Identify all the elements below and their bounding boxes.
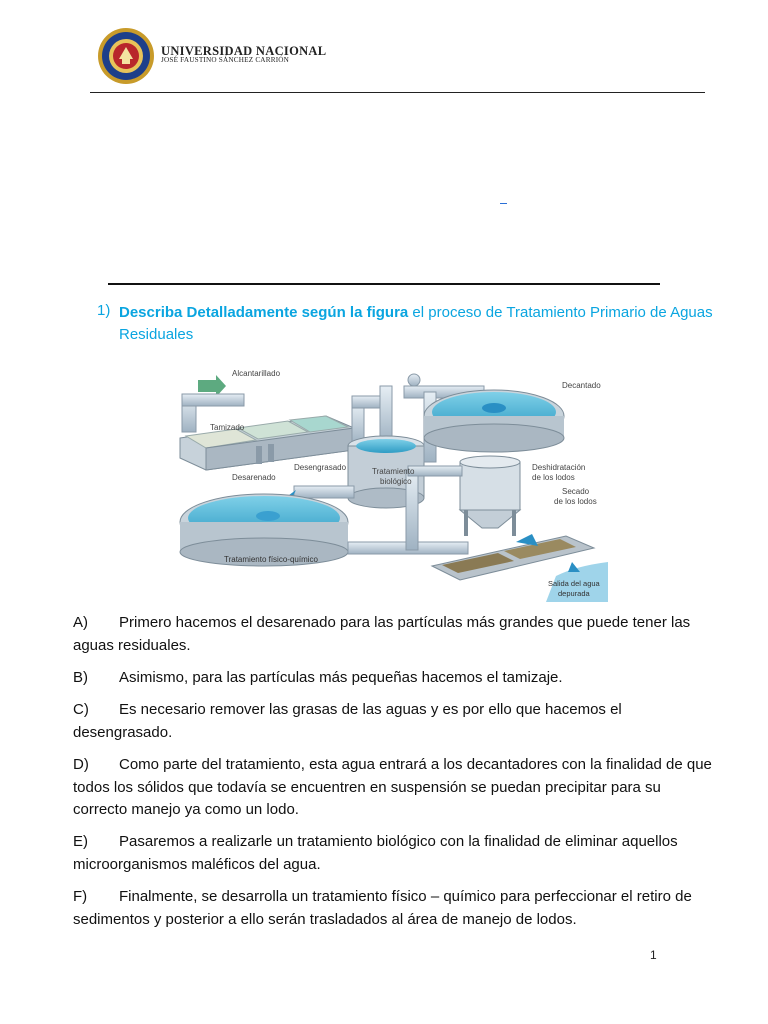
list-item [73, 612, 713, 657]
item-letter: D) [73, 756, 89, 773]
item-text: Es necesario remover las grasas de las aguas y es por ello que hacemos el desengrasado. [73, 701, 622, 741]
item-letter: A) [73, 614, 88, 631]
list-item [73, 831, 713, 876]
question-number: 1) [97, 302, 111, 319]
item-text: Finalmente, se desarrolla un tratamiento físico – químico para perfeccionar el retiro de sedimentos y posterior a ello serán trasladados al área de manejo de lodos. [73, 888, 692, 928]
question-bold: Describa Detalladamente según la figura [119, 304, 409, 321]
header-divider [90, 92, 705, 93]
label-secado-2: de los lodos [554, 497, 597, 506]
item-letter: C) [73, 701, 89, 718]
label-deshidratacion-1: Deshidratación [532, 463, 586, 472]
university-name: UNIVERSIDAD NACIONAL [161, 44, 327, 58]
list-item [73, 886, 713, 931]
university-seal-icon [97, 27, 155, 85]
label-decantado: Decantado [562, 381, 601, 390]
list-item [73, 699, 713, 744]
item-text: Como parte del tratamiento, esta agua entrará a los decantadores con la finalidad de que todos los sólidos que todavía se encuentren en suspensión se puedan precipitar para su correcto manejo ya como un lodo. [73, 756, 712, 818]
item-text: Primero hacemos el desarenado para las partículas más grandes que puede tener las aguas residuales. [73, 614, 691, 654]
item-text: Asimismo, para las partículas más pequeñas hacemos el tamizaje. [119, 669, 563, 686]
title-divider [108, 283, 660, 285]
label-secado-1: Secado [562, 487, 590, 496]
list-item [73, 754, 713, 822]
label-alcantarillado: Alcantarillado [232, 369, 281, 378]
label-fisico-quimico: Tratamiento físico-químico [224, 555, 318, 564]
item-letter: B) [73, 669, 88, 686]
label-desarenado: Desarenado [232, 473, 276, 482]
item-text: Pasaremos a realizarle un tratamiento biológico con la finalidad de eliminar aquellos microorganismos maléficos del agua. [73, 833, 678, 873]
label-bio-2: biológico [380, 477, 412, 486]
label-tamizado: Tamizado [210, 423, 245, 432]
label-salida-2: depurada [558, 589, 590, 598]
label-deshidratacion-2: de los lodos [532, 473, 575, 482]
question-rest: el proceso de Tratamiento Primario de Aguas Residuales [119, 304, 713, 343]
university-subtitle: JOSÉ FAUSTINO SÁNCHEZ CARRIÓN [161, 56, 290, 64]
list-item [73, 667, 713, 690]
label-bio-1: Tratamiento [372, 467, 415, 476]
label-salida-1: Salida del agua [548, 579, 600, 588]
item-letter: F) [73, 888, 88, 905]
label-desengrasado: Desengrasado [294, 463, 347, 472]
hidden-link-mark [500, 203, 507, 204]
page-number: 1 [650, 948, 657, 962]
treatment-diagram [176, 366, 608, 602]
question-text [119, 302, 729, 346]
item-letter: E) [73, 833, 88, 850]
